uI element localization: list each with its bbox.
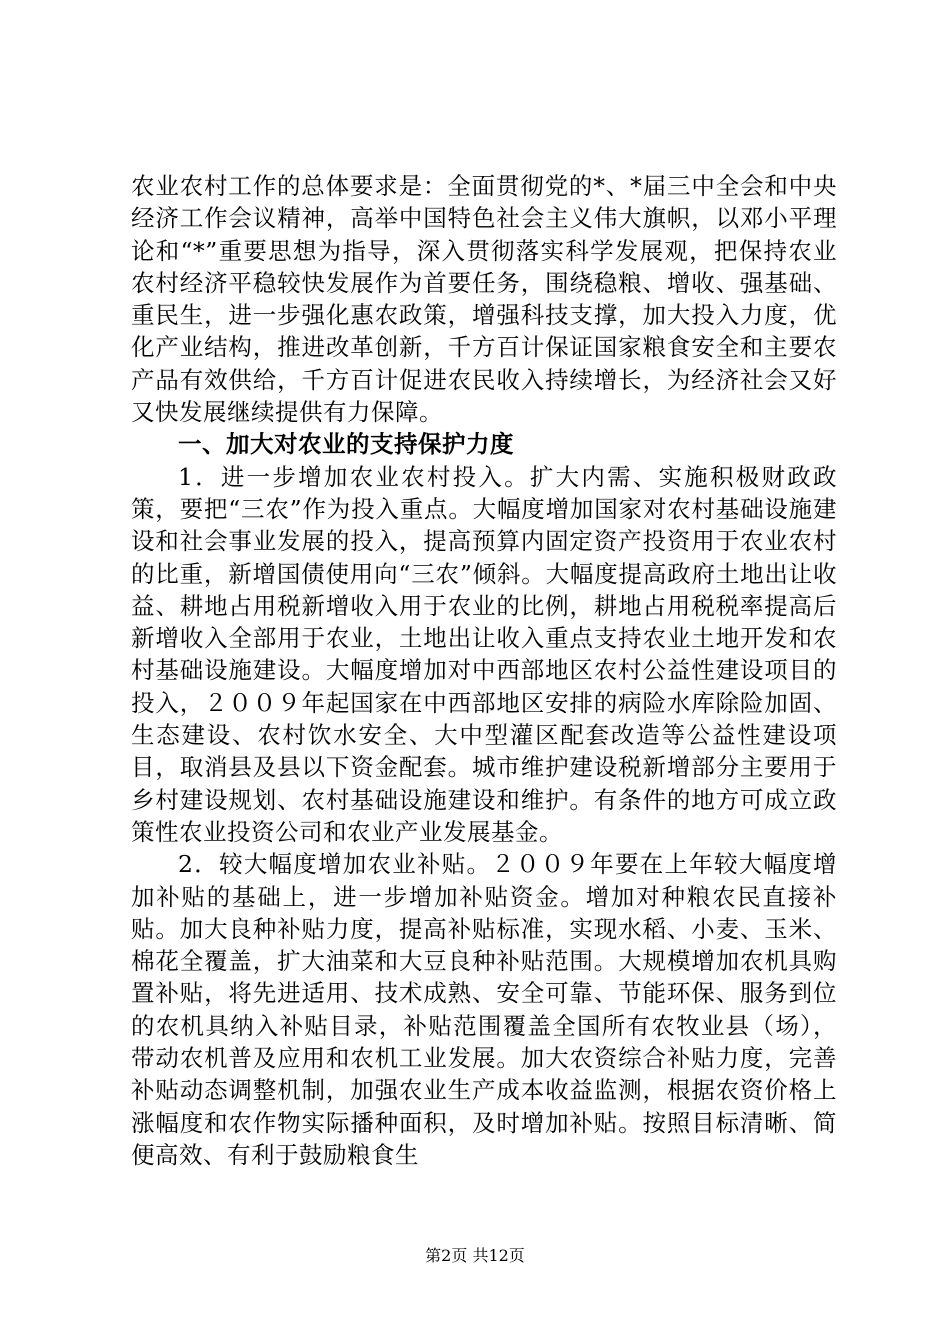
paragraph-1: 1．进一步增加农业农村投入。扩大内需、实施积极财政政策，要把“三农”作为投入重点。大幅度增加国家对农村基础设施建设和社会事业发展的投入，提高预算内固定资产投资用于农业农村的比重，新增国债使用向“三农”倾斜。大幅度提高政府土地出让收益、耕地占用税新增收入用于农业的比例，耕地占用税税率提高后新增收入全部用于农业，土地出让收入重点支持农业土地开发和农村基础设施建设。大幅度增加对中西部地区农村公益性建设项目的投入，２００９年起国家在中西部地区安排的病险水库除险加固、生态建设、农村饮水安全、大中型灌区配套改造等公益性建设项目，取消县及县以下资金配套。城市维护建设税新增部分主要用于乡村建设规划、农村基础设施建设和维护。有条件的地方可成立政策性农业投资公司和农业产业发展基金。: [131, 462, 837, 846]
page-footer: 第2页 共12页: [425, 1246, 525, 1265]
document-body: [131, 170, 837, 1171]
intro-paragraph: 农业农村工作的总体要求是：全面贯彻党的*、*届三中全会和中央经济工作会议精神，高举中国特色社会主义伟大旗帜，以邓小平理论和“*”重要思想为指导，深入贯彻落实科学发展观，把保持农业农村经济平稳较快发展作为首要任务，围绕稳粮、增收、强基础、重民生，进一步强化惠农政策，增强科技支撑，加大投入力度，优化产业结构，推进改革创新，千方百计保证国家粮食安全和主要农产品有效供给，千方百计促进农民收入持续增长，为经济社会又好又快发展继续提供有力保障。: [131, 172, 837, 427]
section-heading: 一、加大对农业的支持保护力度: [178, 430, 514, 459]
paragraph-2: 2．较大幅度增加农业补贴。２００９年要在上年较大幅度增加补贴的基础上，进一步增加补贴资金。增加对种粮农民直接补贴。加大良种补贴力度，提高补贴标准，实现水稻、小麦、玉米、棉花全覆盖，扩大油菜和大豆良种补贴范围。大规模增加农机具购置补贴，将先进适用、技术成熟、安全可靠、节能环保、服务到位的农机具纳入补贴目录，补贴范围覆盖全国所有农牧业县（场），带动农机普及应用和农机工业发展。加大农资综合补贴力度，完善补贴动态调整机制，加强农业生产成本收益监测，根据农资价格上涨幅度和农作物实际播种面积，及时增加补贴。按照目标清晰、简便高效、有利于鼓励粮食生: [131, 850, 837, 1169]
